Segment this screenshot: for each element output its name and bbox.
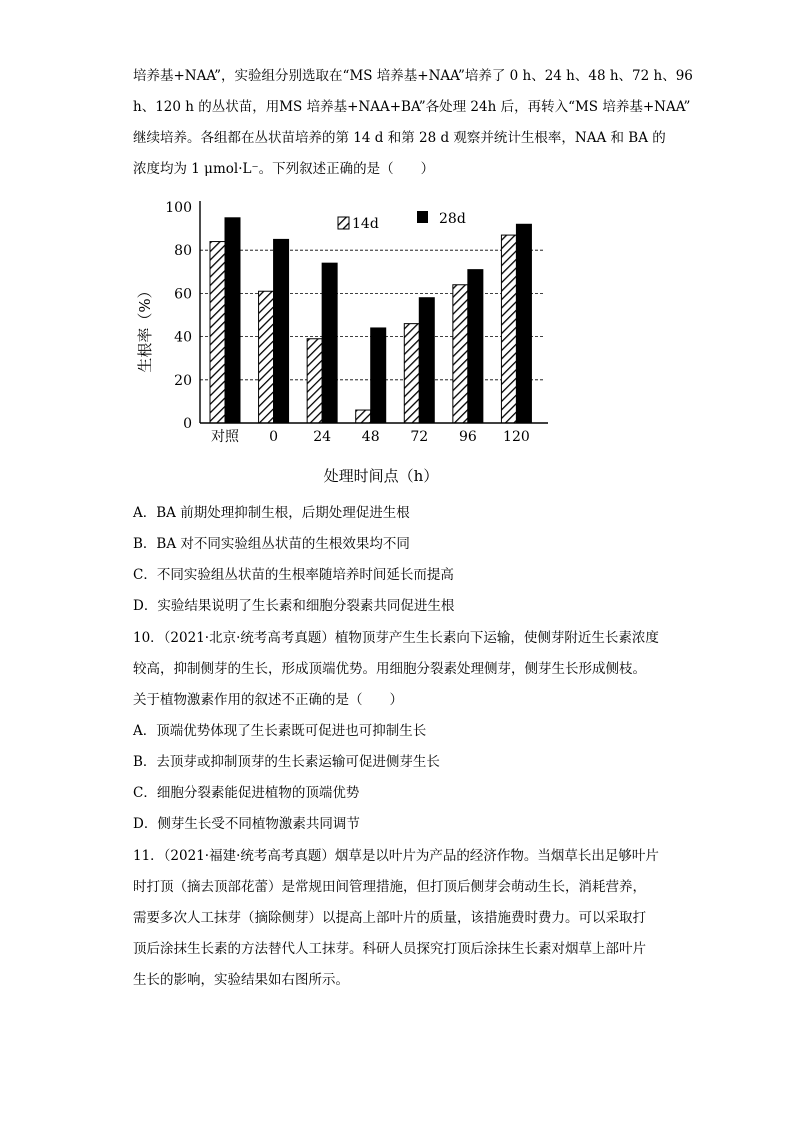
x-tick-label-0: 0 — [269, 429, 279, 445]
x-tick-label-24: 24 — [313, 429, 332, 445]
q10-stem-line-3: 关于植物激素作用的叙述不正确的是（ ） — [133, 692, 403, 708]
bar-14d-120 — [501, 235, 516, 423]
q9-option-d: D．实验结果说明了生长素和细胞分裂素共同促进生根 — [133, 598, 455, 614]
q11-stem-line-4: 顶后涂抹生长素的方法替代人工抹芽。科研人员探究打顶后涂抹生长素对烟草上部叶片 — [133, 941, 646, 957]
q10-stem-line-2: 较高，抑制侧芽的生长，形成顶端优势。用细胞分裂素处理侧芽，侧芽生长形成侧枝。 — [133, 661, 646, 677]
q11-stem-line-3: 需要多次人工抹芽（摘除侧芽）以提高上部叶片的质量，该措施费时费力。可以采取打 — [133, 910, 646, 926]
q10-option-b: B．去顶芽或抑制顶芽的生长素运输可促进侧芽生长 — [133, 754, 440, 770]
q11-stem-line-1: 11．（2021·福建·统考高考真题）烟草是以叶片为产品的经济作物。当烟草长出足够叶片 — [133, 848, 659, 864]
q9-text-line-1: 培养基+NAA”，实验组分别选取在“MS 培养基+NAA”培养了 0 h、24 h、48 h、72 h、96 — [133, 68, 693, 84]
y-axis-label: 生根率（%） — [136, 283, 154, 373]
bar-14d-24 — [307, 339, 322, 423]
bar-28d-对照 — [225, 218, 240, 423]
y-tick-label-60: 60 — [174, 286, 192, 303]
bar-14d-72 — [404, 324, 419, 423]
y-tick-label-40: 40 — [174, 329, 192, 346]
q9-text-line-2: h、120 h 的丛状苗，用MS 培养基+NAA+BA”各处理 24h 后，再转入“MS 培养基+NAA” — [133, 99, 691, 115]
x-tick-label-对照: 对照 — [211, 429, 239, 445]
q11-stem-line-5: 生长的影响，实验结果如右图所示。 — [133, 972, 349, 988]
y-tick-label-100: 100 — [165, 200, 192, 216]
q9-option-b: B．BA 对不同实验组丛状苗的生根效果均不同 — [133, 536, 410, 552]
legend-swatch-28d — [417, 211, 428, 223]
y-tick-label-20: 20 — [174, 372, 192, 389]
x-tick-label-120: 120 — [503, 429, 530, 445]
bar-14d-48 — [356, 410, 371, 423]
chart-svg — [130, 195, 570, 495]
y-tick-labels — [165, 200, 192, 432]
bar-28d-0 — [274, 239, 289, 423]
q11-stem-line-2: 时打顶（摘去顶部花蕾）是常规田间管理措施，但打顶后侧芽会萌动生长，消耗营养， — [133, 879, 646, 895]
q10-option-d: D．侧芽生长受不同植物激素共同调节 — [133, 816, 360, 832]
x-tick-label-72: 72 — [410, 429, 429, 445]
rooting-rate-chart — [130, 195, 570, 495]
legend-label-14d: 14d — [352, 216, 379, 232]
q9-option-c: C．不同实验组丛状苗的生根率随培养时间延长而提高 — [133, 567, 454, 583]
x-axis-label: 处理时间点（h） — [323, 467, 439, 485]
legend — [338, 211, 466, 232]
legend-swatch-14d — [338, 217, 349, 229]
x-tick-label-48: 48 — [361, 429, 380, 445]
x-tick-labels — [211, 429, 530, 445]
bar-14d-96 — [453, 285, 468, 423]
q9-option-a: A．BA 前期处理抑制生根，后期处理促进生根 — [133, 505, 410, 521]
x-tick-label-96: 96 — [458, 429, 477, 445]
bar-28d-48 — [371, 328, 386, 423]
bars — [210, 218, 531, 423]
q9-text-line-4: 浓度均为 1 μmol·L⁻。下列叙述正确的是（ ） — [133, 161, 435, 177]
q9-text-line-3: 继续培养。各组都在丛状苗培养的第 14 d 和第 28 d 观察并统计生根率，NAA 和 BA 的 — [133, 130, 666, 146]
bar-14d-0 — [259, 291, 274, 423]
bar-28d-72 — [419, 298, 434, 423]
q10-option-a: A．顶端优势体现了生长素既可促进也可抑制生长 — [133, 723, 427, 739]
bar-28d-24 — [322, 263, 337, 423]
bar-14d-对照 — [210, 242, 225, 423]
q10-option-c: C．细胞分裂素能促进植物的顶端优势 — [133, 785, 360, 801]
legend-label-28d: 28d — [439, 211, 466, 227]
bar-28d-120 — [516, 224, 531, 423]
q10-stem-line-1: 10．（2021·北京·统考高考真题）植物顶芽产生生长素向下运输，使侧芽附近生长素浓度 — [133, 630, 659, 646]
y-tick-label-80: 80 — [174, 243, 192, 260]
bar-28d-96 — [468, 270, 483, 423]
y-tick-label-0: 0 — [183, 416, 192, 432]
